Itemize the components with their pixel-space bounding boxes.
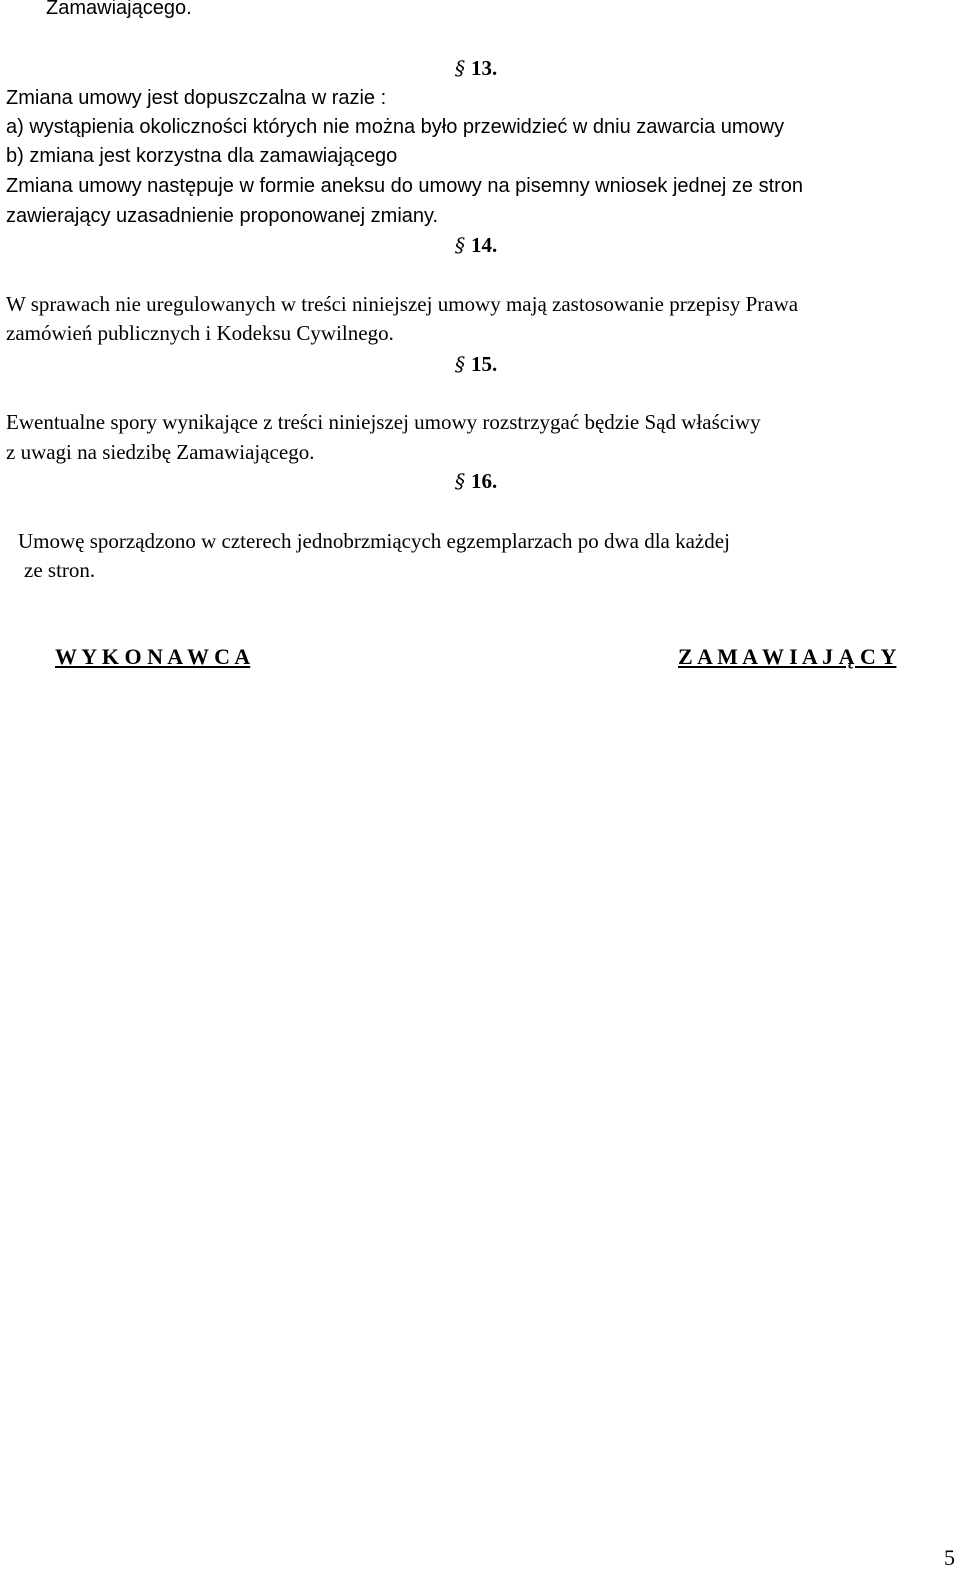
section-heading-13 (455, 54, 497, 82)
section-sign-icon: § (455, 233, 465, 257)
paragraph-line: Umowę sporządzono w czterech jednobrzmiących egzemplarzach po dwa dla każdej (18, 529, 730, 553)
paragraph-line: Zmiana umowy jest dopuszczalna w razie : (6, 87, 387, 109)
paragraph-line: b) zmiana jest korzystna dla zamawiającego (6, 145, 398, 167)
section-number: 16. (471, 469, 498, 493)
section-heading-16 (455, 467, 497, 495)
section-number: 14. (471, 233, 498, 257)
paragraph-line: z uwagi na siedzibę Zamawiającego. (6, 440, 315, 464)
paragraph-line: Zmiana umowy następuje w formie aneksu do umowy na pisemny wniosek jednej ze stron (6, 175, 804, 197)
section-sign-icon: § (455, 352, 465, 376)
paragraph-line: W sprawach nie uregulowanych w treści niniejszej umowy mają zastosowanie przepisy Prawa (6, 292, 799, 316)
paragraph-line: Ewentualne spory wynikające z treści niniejszej umowy rozstrzygać będzie Sąd właściwy (6, 410, 761, 434)
paragraph-line: a) wystąpienia okoliczności których nie można było przewidzieć w dniu zawarcia umowy (6, 116, 785, 138)
ordering-party-signature-label: Z A M A W I A J Ą C Y (678, 644, 897, 669)
section-sign-icon: § (455, 56, 465, 80)
top-fragment-text: Zamawiającego. (46, 0, 192, 19)
paragraph-line: zawierający uzasadnienie proponowanej zmiany. (6, 205, 439, 227)
section-number: 15. (471, 352, 498, 376)
section-number: 13. (471, 56, 498, 80)
section-heading-15 (455, 350, 497, 378)
contractor-signature-label: W Y K O N A W C A (55, 644, 251, 669)
paragraph-line: zamówień publicznych i Kodeksu Cywilnego. (6, 321, 394, 345)
page-number: 5 (944, 1545, 955, 1570)
paragraph-line: ze stron. (24, 558, 96, 582)
section-sign-icon: § (455, 469, 465, 493)
section-heading-14 (455, 231, 497, 259)
